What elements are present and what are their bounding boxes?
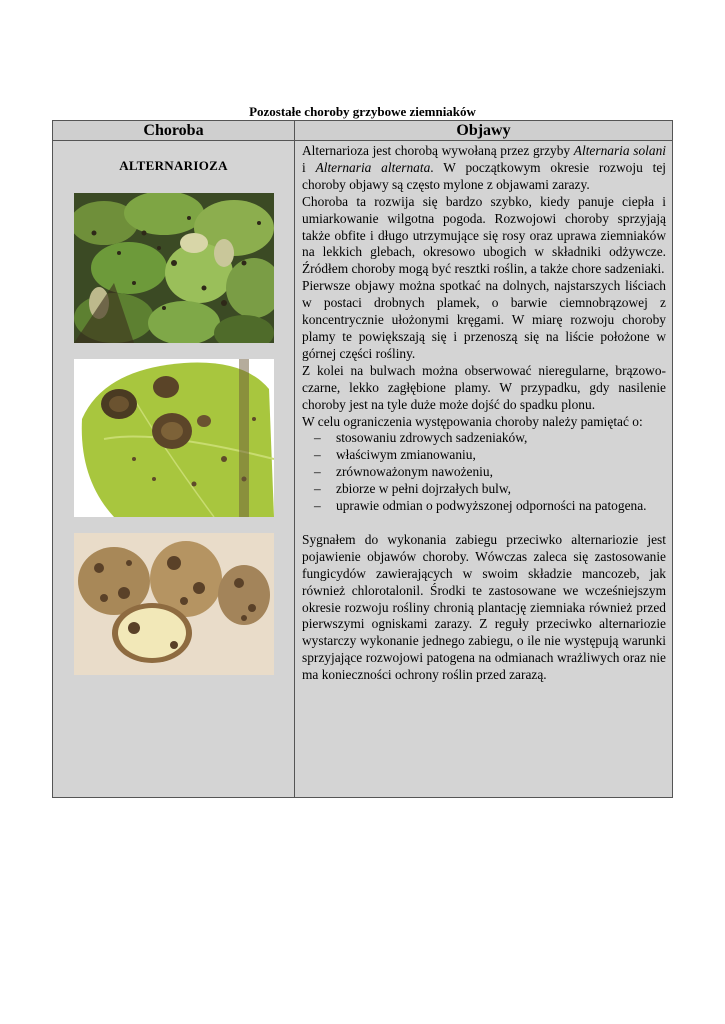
table-header-row <box>53 121 673 141</box>
prevention-list <box>302 430 666 515</box>
paragraph-prevention: W celu ograniczenia występowania choroby należy pamiętać o: <box>302 413 643 429</box>
paragraph-conditions: Choroba ta rozwija się bardzo szybko, kiedy panuje ciepła i umiarkowanie wilgotna pogoda. Rozwojowi choroby sprzyjają także obfite i długo utrzymujące się rosy oraz uprawa ziemniaków na lekkich glebach, okresowo ubogich w składniki odżywcze. Źródłem choroby mogą być resztki roślin, a także chore sadzeniaki. <box>302 193 666 277</box>
disease-table <box>52 120 673 798</box>
table-caption: Pozostałe choroby grzybowe ziemniaków <box>249 104 476 119</box>
list-item: – zbiorze w pełni dojrzałych bulw, <box>302 481 666 498</box>
text-span: . W początkowym okresie rozwoju tej choroby objawy są często mylone z objawami zarazy. <box>302 159 666 192</box>
disease-name: ALTERNARIOZA <box>119 158 228 173</box>
latin-name: Alternaria solani <box>573 143 666 158</box>
list-item: – zrównoważonym nawożeniu, <box>302 464 666 481</box>
infected-tubers-photo <box>74 533 274 675</box>
latin-name: Alternaria alternata <box>315 159 431 175</box>
list-item: – właściwym zmianowaniu, <box>302 447 666 464</box>
paragraph-tuber-symptoms: Z kolei na bulwach można obserwować nieregularne, brązowo-czarne, lekko zagłębione plamy. W przypadku, gdy nasilenie choroby jest na tyle duże może dojść do spadku plonu. <box>302 362 666 412</box>
table-row <box>53 141 673 798</box>
spacer <box>302 515 666 532</box>
infected-leaf-photo <box>74 359 274 517</box>
paragraph-intro <box>302 143 666 194</box>
disease-cell <box>53 141 295 798</box>
text-span: i <box>302 159 316 175</box>
symptoms-cell <box>295 141 673 798</box>
header-symptoms: Objawy <box>295 121 673 141</box>
text-span: Alternarioza jest chorobą wywołaną przez grzyby <box>302 143 574 158</box>
list-item: – stosowaniu zdrowych sadzeniaków, <box>302 430 666 447</box>
paragraph-leaf-symptoms: Pierwsze objawy można spotkać na dolnych, najstarszych liściach w postaci drobnych plamek, o barwie ciemnobrązowej z koncentrycznie ułożonymi kręgami. W miarę rozwoju choroby plamy te powiększają się i przenoszą się na liście położone w górnej części rośliny. <box>302 278 666 361</box>
paragraph-treatment: Sygnałem do wykonania zabiegu przeciwko alternariozie jest pojawienie objawów choroby. Wówczas zaleca się zastosowanie fungicydów zawierających w swoim składzie mancozeb, jak również chlorotalonil. Środki te zastosowane we wcześniejszym okresie rozwoju rośliny chronią plantację ziemniaka również przed pierwszymi ogniskami zarazy. Z reguły przeciwko alternariozie wystarczy wykonanie jednego zabiegu, o ile nie występują warunki sprzyjające rozwojowi patogena na odmianach wrażliwych oraz nie ma konieczności ochrony roślin przed zarazą. <box>302 531 666 683</box>
potato-plant-photo <box>74 193 274 343</box>
header-disease: Choroba <box>53 121 295 141</box>
symptoms-description <box>295 141 672 797</box>
list-item: – uprawie odmian o podwyższonej odporności na patogena. <box>302 498 666 515</box>
